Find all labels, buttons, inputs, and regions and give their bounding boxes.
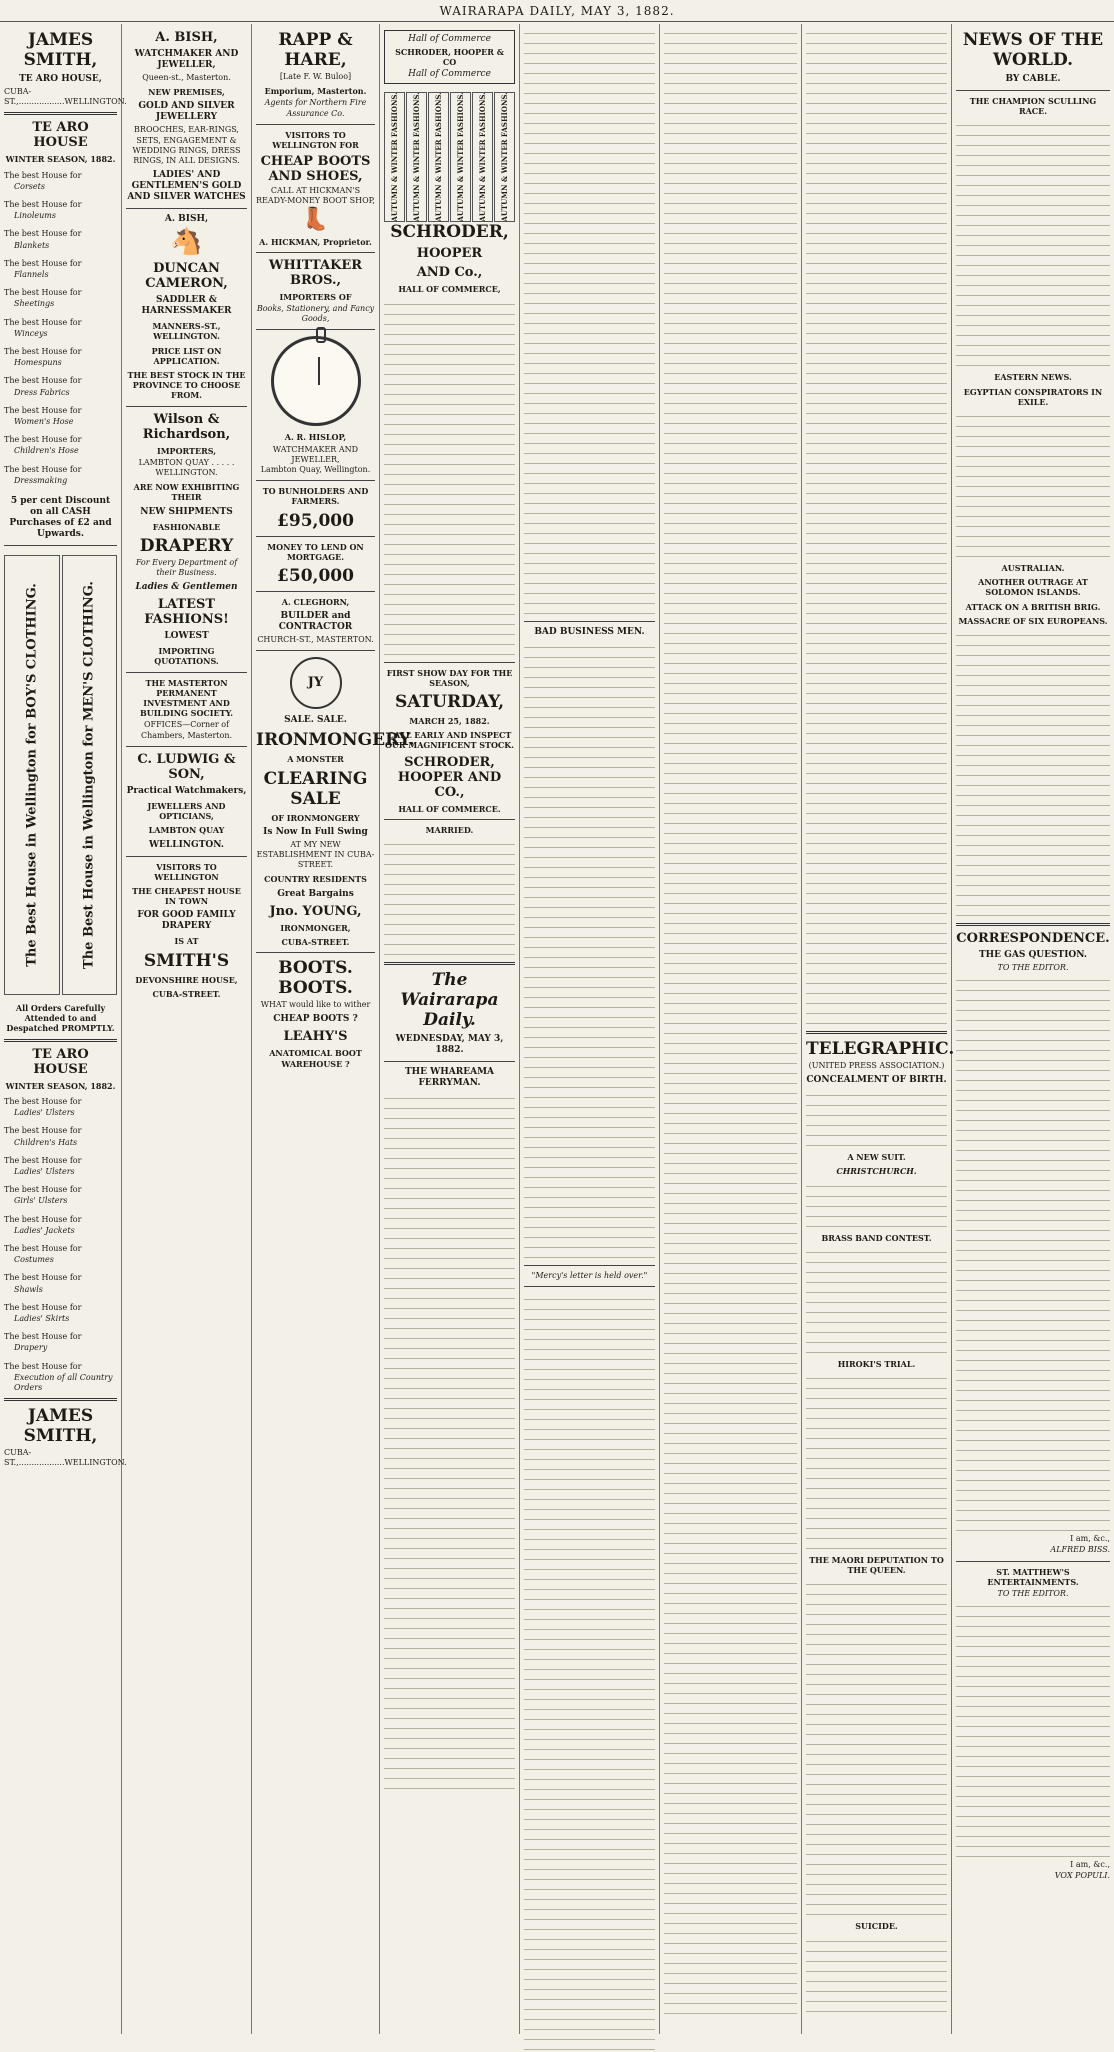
brass-contest-text [806,1245,947,1355]
best-house-list [4,171,117,486]
egyptian-text [956,409,1110,559]
local-news-text [524,1292,655,2052]
ladies-gentlemen: Ladies & Gentlemen [135,582,238,593]
letter-signoff: I am, &c., [1070,1534,1110,1544]
best-house-list-2 [4,1097,117,1393]
emporium: Emporium, Masterton. [264,86,367,97]
telegraphic-heading: TELEGRAPHIC. [806,1039,955,1059]
best-house-item: Children's Hose [14,446,79,456]
best-house-prefix: The best House for [4,317,82,327]
ferryman-article-text [384,1091,515,1791]
best-house-prefix: The best House for [4,1214,82,1224]
autumn-label: AUTUMN & WINTER FASHIONS. [455,92,465,223]
best-house-item: Ladies' Ulsters [14,1108,75,1118]
best-house-item: Winceys [14,328,48,338]
bish-signature: A. BISH, [164,214,209,225]
rapp-hare: RAPP & HARE, [278,30,353,70]
hall-of-commerce-3: HALL OF COMMERCE, [398,284,501,295]
full-swing: Is Now In Full Swing [263,826,368,837]
duncan-cameron: DUNCAN CAMERON, [145,261,228,292]
new-establishment: AT MY NEW ESTABLISHMENT IN CUBA-STREET. [256,839,375,870]
best-house-prefix: The best House for [4,1273,82,1283]
devonshire-house: DEVONSHIRE HOUSE, [135,974,238,985]
what-would: WHAT would like to wither [260,1000,371,1010]
massacre-heading: MASSACRE OF SIX EUROPEANS. [958,615,1108,626]
best-house-prefix: The best House for [4,347,82,357]
hickman-proprietor: A. HICKMAN, Proprietor. [259,236,372,247]
hall-of-commerce-2: Hall of Commerce [408,69,491,80]
best-house-item: Shawls [14,1284,43,1294]
saddler-trade: SADDLER & HARNESSMAKER [141,295,232,317]
books-stationery: Books, Stationery, and Fancy Goods, [256,304,375,324]
column-6 [660,24,802,2034]
best-house-item: Women's Hose [14,417,74,427]
shop-name: JAMES SMITH, [23,30,98,70]
best-house-prefix: The best House for [4,200,82,210]
money-to-lend: MONEY TO LEND ON MORTGAGE. [267,541,364,562]
christchurch-dateline: CHRISTCHURCH. [836,1166,917,1177]
masthead: WAIRARAPA DAILY, MAY 3, 1882. [0,0,1114,22]
best-house-item: Drapery [14,1343,48,1353]
to-the-editor: TO THE EDITOR. [997,963,1069,973]
schroder: SCHRODER, [390,222,509,243]
good-family-drapery: FOR GOOD FAMILY DRAPERY [137,910,236,932]
masterton-society: THE MASTERTON PERMANENT INVESTMENT AND BUILDING SOCIETY. [139,677,234,719]
season-2: WINTER SEASON, 1882. [5,1080,116,1091]
gas-question-heading: THE GAS QUESTION. [978,950,1088,961]
new-premises: NEW PREMISES, [148,87,225,98]
shop-address: CUBA-ST.,..................WELLINGTON. [4,87,127,107]
to-the-editor-2: TO THE EDITOR. [997,1589,1069,1599]
st-matthews-letter [956,1599,1110,1859]
footer-shop-address: CUBA-ST.,..................WELLINGTON. [4,1448,127,1468]
first-show-day: FIRST SHOW DAY FOR THE SEASON, [386,667,513,688]
orders-notice: All Orders Carefully Attended to and Despatched PROMPTLY. [6,1003,115,1034]
hislop: A. R. HISLOP, [284,432,347,443]
watches-heading: LADIES' AND GENTLEMEN'S GOLD AND SILVER WATCHES [127,170,246,203]
best-house-prefix: The best House for [4,1361,82,1371]
smiths: SMITH'S [143,950,230,971]
hiroki-trial-heading: HIROKI'S TRIAL. [837,1358,916,1369]
best-house-prefix: The best House for [4,1243,82,1253]
church-street: CHURCH-ST., MASTERTON. [257,635,374,645]
best-house-prefix: The best House for [4,288,82,298]
solomon-outrage-heading: ANOTHER OUTRAGE AT SOLOMON ISLANDS. [978,577,1088,598]
boot-icon: 👢 [301,206,330,232]
builder-contractor: BUILDER and CONTRACTOR [278,611,353,633]
boots-boots: BOOTS. BOOTS. [278,958,353,999]
brass-contest-heading: BRASS BAND CONTEST. [821,1232,932,1243]
best-house-item: Linoleums [14,211,56,221]
house-title: TE ARO HOUSE [32,120,89,151]
saturday: SATURDAY, [394,692,505,713]
schroder-hooper-co: SCHRODER, HOOPER AND CO., [397,754,502,800]
autumn-vertical-6 [494,92,515,222]
hislop-trade: WATCHMAKER AND JEWELLER, [272,444,359,464]
agents: Agents for Northern Fire Assurance Co. [264,98,367,118]
best-house-prefix: The best House for [4,1185,82,1195]
local-news-text-2 [806,26,947,1026]
best-house-prefix: The best House for [4,405,82,415]
practical-watchmakers: Practical Watchmakers, [126,785,247,796]
is-at: IS AT [174,936,199,947]
boys-clothing-text: The Best House in Wellington for BOY'S CLOTHING. [24,583,40,967]
bish-trade: WATCHMAKER AND JEWELLER, [134,49,239,70]
best-house-item: Ladies' Ulsters [14,1166,75,1176]
schroder-banner-name: SCHRODER, HOOPER & CO [395,47,504,68]
sculling-race-text [956,118,1110,368]
best-house-item: Blankets [14,240,50,250]
mens-clothing-text: The Best House in Wellington for MEN'S CLOTHING. [81,581,97,970]
sculling-race-heading: THE CHAMPION SCULLING RACE. [969,96,1097,117]
importers: IMPORTERS, [156,445,217,456]
drapery: DRAPERY [139,535,234,556]
hall-of-commerce: Hall of Commerce [408,34,491,44]
jy-monogram-icon: JY [290,657,342,709]
call-early: CALL EARLY AND INSPECT OUR MAGNIFICENT STOCK. [384,730,515,751]
article-continuation-text [524,26,655,616]
march-date: MARCH 25, 1882. [409,716,490,727]
letter-signer-2: VOX POPULI. [1054,1871,1110,1881]
concealment-text [806,1088,947,1148]
footer-shop-name: JAMES SMITH, [23,1406,98,1447]
letter-signer: ALFRED BISS. [1050,1545,1110,1555]
best-house-item: Execution of all Country Orders [14,1372,113,1392]
amount-95000: £95,000 [277,510,354,531]
hislop-place: Lambton Quay, Wellington. [260,465,371,475]
cheap-boots: CHEAP BOOTS AND SHOES, [260,154,371,185]
column-5 [520,24,660,2034]
cheap-boots-question: CHEAP BOOTS ? [273,1014,358,1025]
country-residents: COUNTRY RESIDENTS [264,874,367,885]
best-house-item: Sheetings [14,299,55,309]
visitors-for: VISITORS TO WELLINGTON FOR [272,129,359,151]
importers-of: IMPORTERS OF [279,291,352,302]
column-2 [122,24,252,2034]
a-monster: A MONSTER [287,754,344,765]
best-house-prefix: The best House for [4,258,82,268]
importing-quotations: IMPORTING QUOTATIONS. [154,646,219,667]
suicide-heading: SUICIDE. [855,1921,898,1932]
autumn-vertical-5 [472,92,493,222]
pocket-watch-icon [271,336,361,426]
brooches-list: BROOCHES, EAR-RINGS, SETS, ENGAGEMENT & WEDDING RINGS, DRESS RINGS, IN ALL DESIGNS. [132,125,241,166]
sale-sale: SALE. SALE. [284,715,347,726]
season: WINTER SEASON, 1882. [5,154,116,165]
married-heading: MARRIED. [425,824,474,835]
cuba-street: CUBA-STREET. [152,988,221,999]
best-house-item: Ladies' Jackets [14,1225,75,1235]
best-house-prefix: The best House for [4,1332,82,1342]
advertisement-body-text [384,297,515,657]
suicide-text [806,1934,947,2014]
best-house-prefix: The best House for [4,1155,82,1165]
clearing-sale: CLEARING SALE [263,768,368,809]
best-house-item: Flannels [14,270,49,280]
news-of-the-world: NEWS OF THE WORLD. [962,30,1104,70]
every-department: For Every Department of their Business. [135,557,238,578]
new-shipments: NEW SHIPMENTS [140,506,233,517]
autumn-label: AUTUMN & WINTER FASHIONS. [499,92,509,223]
and-co: AND Co., [416,265,483,281]
autumn-vertical-1 [384,92,405,222]
hall-of-commerce-4: HALL OF COMMERCE. [398,803,501,814]
column-7 [802,24,955,2034]
bad-business-heading: BAD BUSINESS MEN. [534,627,645,637]
new-suit-text [806,1179,947,1229]
price-list: PRICE LIST ON APPLICATION. [151,345,222,366]
hickmans-shop: CALL AT HICKMAN'S READY-MONEY BOOT SHOP, [256,186,375,206]
cheapest-house: THE CHEAPEST HOUSE IN TOWN [132,885,241,907]
best-stock: THE BEST STOCK IN THE PROVINCE TO CHOOSE FROM. [127,370,246,401]
anatomical-warehouse: ANATOMICAL BOOT WAREHOUSE ? [269,1048,362,1069]
maori-deputation-heading: THE MAORI DEPUTATION TO THE QUEEN. [809,1555,944,1576]
great-bargains: Great Bargains [277,888,354,899]
best-house-prefix: The best House for [4,464,82,474]
borrowers-heading: TO BUNHOLDERS AND FARMERS. [262,486,369,507]
best-house-prefix: The best House for [4,170,82,180]
best-house-item: Costumes [14,1255,54,1265]
best-house-prefix: The best House for [4,435,82,445]
best-house-prefix: The best House for [4,1302,82,1312]
autumn-label: AUTUMN & WINTER FASHIONS. [477,92,487,223]
letter-signoff-2: I am, &c., [1070,1860,1110,1870]
lambton-quay: LAMBTON QUAY . . . . . WELLINGTON. [138,457,235,478]
of-ironmongery: OF IRONMONGERY [271,812,360,823]
maori-deputation-text [806,1577,947,1917]
jno-young: Jno. YOUNG, [269,903,362,919]
gas-question-letter [956,973,1110,1533]
mercy-letter-note: "Mercy's letter is held over." [531,1271,648,1280]
autumn-label: AUTUMN & WINTER FASHIONS. [389,92,399,223]
married-notices-text [384,837,515,957]
best-house-item: Children's Hats [14,1137,78,1147]
paper-title: The Wairarapa Daily. [400,970,499,1031]
best-house-prefix: The best House for [4,1096,82,1106]
hooper: HOOPER [416,246,483,262]
visitors-wellington: VISITORS TO WELLINGTON [154,861,219,882]
schroder-banner [384,30,515,84]
fashionable: FASHIONABLE [152,521,221,532]
autumn-label: AUTUMN & WINTER FASHIONS. [433,92,443,223]
amount-50000: £50,000 [277,566,354,587]
manners-street: MANNERS-ST., WELLINGTON. [152,321,221,342]
jewellers-opticians: JEWELLERS AND OPTICIANS, [147,800,226,822]
ferryman-heading: THE WHAREAMA FERRYMAN. [404,1067,495,1089]
united-press: (UNITED PRESS ASSOCIATION.) [808,1061,945,1070]
wellington: WELLINGTON. [148,839,225,850]
best-house-item: Girls' Ulsters [14,1196,68,1206]
massacre-text [956,628,1110,918]
whittaker-bros: WHITTAKER BROS., [268,257,363,288]
best-house-item: Corsets [14,181,45,191]
autumn-label: AUTUMN & WINTER FASHIONS. [411,92,421,223]
best-house-prefix: The best House for [4,229,82,239]
wilson-richardson: Wilson & Richardson, [142,411,231,442]
now-exhibiting: ARE NOW EXHIBITING THEIR [133,482,240,503]
column-8 [952,24,1114,2034]
correspondence-heading: CORRESPONDENCE. [956,931,1110,947]
best-house-item: Homespuns [14,358,62,368]
by-cable: BY CABLE. [1005,74,1061,84]
ironmongery-title: IRONMONGERY. [256,730,415,751]
lambton-quay-2: LAMBTON QUAY [148,825,225,836]
house-title-2: TE ARO HOUSE [32,1046,89,1077]
ironmonger: IRONMONGER, [280,922,351,933]
st-matthews-heading: ST. MATTHEW'S ENTERTAINMENTS. [987,1566,1079,1587]
boys-clothing-vertical [4,555,60,995]
leahys: LEAHY'S [283,1029,348,1045]
saddle-icon: 🐴 [170,227,203,258]
egyptian-conspirators-heading: EGYPTIAN CONSPIRATORS IN EXILE. [963,386,1103,407]
ludwig-son: C. LUDWIG & SON, [137,751,236,782]
best-house-item: Dress Fabrics [14,387,70,397]
australian-heading: AUSTRALIAN. [1001,563,1065,574]
eastern-news-heading: EASTERN NEWS. [994,372,1072,383]
lowest: LOWEST [164,631,209,642]
best-house-item: Dressmaking [14,475,68,485]
shop-subtitle: TE ARO HOUSE, [19,74,102,84]
best-house-prefix: The best House for [4,1126,82,1136]
paper-date: WEDNESDAY, MAY 3, 1882. [395,1034,504,1056]
local-news-column-text [664,26,797,2016]
concealment-heading: CONCEALMENT OF BIRTH. [806,1075,947,1086]
discount-notice: 5 per cent Discount on all CASH Purchases of £2 and Upwards. [9,496,112,540]
bad-business-text [524,640,655,1260]
hiroki-trial-text [806,1371,947,1551]
column-1 [0,24,127,2034]
new-suit-heading: A NEW SUIT. [847,1152,906,1163]
cleghorn: A. CLEGHORN, [281,597,350,608]
best-house-prefix: The best House for [4,376,82,386]
column-4 [380,24,520,2034]
autumn-vertical-4 [450,92,471,222]
british-brig-heading: ATTACK ON A BRITISH BRIG. [965,601,1101,612]
mens-clothing-vertical [62,555,118,995]
cuba-street-3: CUBA-STREET. [281,936,350,947]
latest-fashions: LATEST FASHIONS! [144,597,229,628]
bish-place: Queen-st., Masterton. [142,73,231,82]
best-house-item: Ladies' Skirts [14,1313,70,1323]
gold-silver-jewellery: GOLD AND SILVER JEWELLERY [138,101,235,123]
society-offices: OFFICES—Corner of Chambers, Masterton. [140,720,233,740]
rapp-subtitle: [Late F. W. Buloo] [279,72,352,81]
autumn-vertical-2 [406,92,427,222]
autumn-vertical-3 [428,92,449,222]
bish-name: A. BISH, [155,30,218,45]
